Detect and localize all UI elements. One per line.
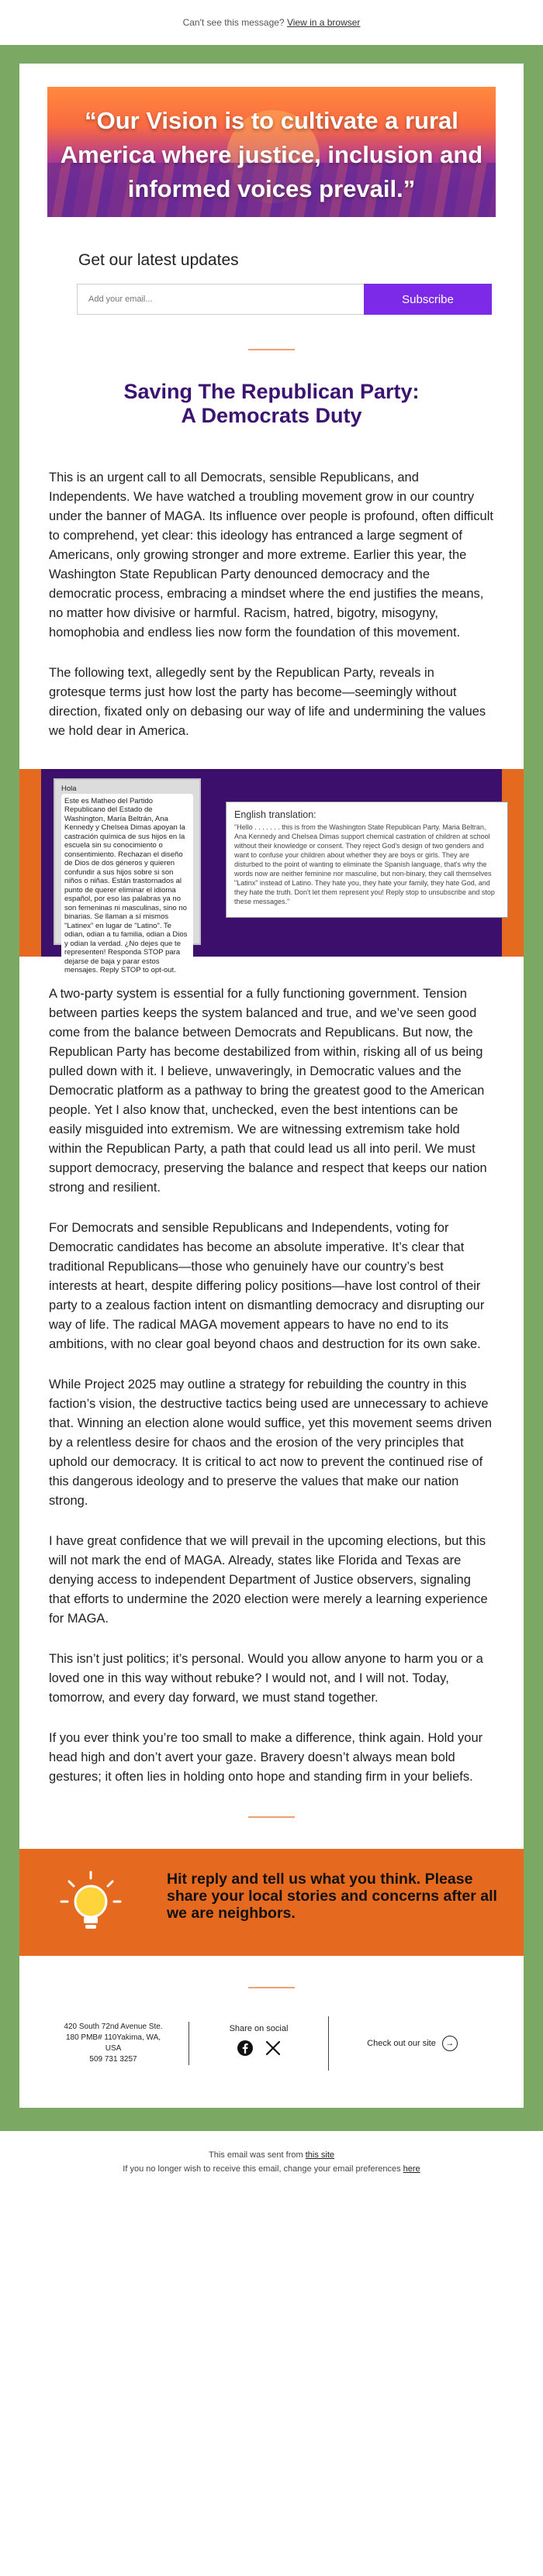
preferences-link[interactable]: here <box>403 2164 420 2174</box>
article-body <box>47 468 496 741</box>
divider <box>248 1987 295 1988</box>
reply-cta-banner <box>19 1849 524 1956</box>
paragraph: If you ever think you’re too small to make a difference, think again. Hold your head high and don’t avert your gaze. Bravery doesn’t always mean bold gestures; it often lies in holding onto hope and standing firm in your beliefs. <box>49 1731 483 1784</box>
address-line: 420 South 72nd Avenue Ste. <box>64 2023 163 2031</box>
email-frame <box>0 45 543 2131</box>
preheader-text: Can't see this message? <box>182 17 285 28</box>
hero-quote: “Our Vision is to cultivate a rural America where justice, inclusion and informed voices prevail.” <box>60 107 483 202</box>
view-in-browser-link[interactable]: View in a browser <box>286 17 361 28</box>
facebook-icon[interactable] <box>237 2040 254 2057</box>
text-message-evidence <box>19 769 524 974</box>
subscribe-form <box>77 284 496 315</box>
site-label: Check out our site <box>367 2039 436 2048</box>
paragraph: This isn’t just politics; it’s personal. Would you allow anyone to harm you or a loved one in this way without rebuke? I would not, and I will not. Today, tomorrow, and every day forward, we must stand together. <box>49 1652 483 1705</box>
paragraph: This is an urgent call to all Democrats, sensible Republicans, and Independents. We have watched a troubling movement grow in our country under the banner of MAGA. Its influence over people is profound, often difficult to comprehend, yet clear: this ideology has entranced a large segment of Americans, only growing stronger and more extreme. Earlier this year, the Washington State Republican Party denounced democracy and the democratic process, embracing a mindset where the end justifies the means, no matter how divisive or harmful. Racism, hatred, bigotry, misogyny, homophobia and endless lies now form the foundation of this movement. <box>49 471 493 640</box>
headline-line-1: Saving The Republican Party: <box>123 380 420 403</box>
preheader <box>0 0 543 45</box>
phone-screenshot <box>54 778 201 974</box>
paragraph: A two-party system is essential for a fully functioning government. Tension between parties keeps the system balanced and true, and we’ve seen good come from the balance between Democrats and Republicans. But now, the Republican Party has become destabilized from within, risking all of us being pulled down with it. I believe, unwaveringly, in Democratic values and the Democratic platform as a pathway to bring the greatest good to the American people. Yet I also know that, unchecked, even the best intentions can be easily misguided into extremism. We are witnessing extremism take hold within the Republican Party, a path that could lead us all into peril. We must support democracy, preserving the balance and respect that keeps our nation strong and resilient. <box>49 987 487 1195</box>
evidence-panel <box>41 769 502 974</box>
translation-box <box>226 802 508 918</box>
preferences-text: If you no longer wish to receive this email, change your email preferences <box>123 2164 403 2174</box>
article-headline <box>47 380 496 428</box>
footer-address <box>47 2022 189 2065</box>
this-site-link[interactable]: this site <box>305 2150 334 2160</box>
divider <box>248 349 295 350</box>
phone-message-header: Hola <box>61 785 77 793</box>
paragraph: I have great confidence that we will prevail in the upcoming elections, but this will not mark the end of MAGA. Already, states like Florida and Texas are denying access to independent Department of Justice observers, signaling that efforts to undermine the 2020 election were merely a learning experience for MAGA. <box>49 1534 488 1626</box>
hero-banner <box>47 87 496 217</box>
paragraph: While Project 2025 may outline a strategy for rebuilding the country in this faction’s vision, the destructive tactics being used are unnecessary to achieve that. Winning an election alone would suffice, yet this movement seems driven by a relentless desire for chaos and the erosion of the very principles that uphold our democracy. It is critical to act now to prevent the continued rise of this dangerous ideology and to preserve the values that make our nation strong. <box>49 1378 493 1508</box>
translation-text: "Hello . . . . . . . this is from the Washington State Republican Party. Maria Beltran, Ana Kennedy and Chelsea Dimas support chemical castration of children at school without their knowledge or consent. They reject God's design of two genders and want to confuse your children about whether they are boys or girls. They are disturbed to the point of wanting to eliminate the Spanish language, that's why the words now are neither feminine nor masculine, but non-binary, they call themselves "Latinx" instead of Latino. They hate you, they hate your family, they hate God, and they hate the truth. Don't let them represent you! Reply stop to unsubscribe and stop these messages." <box>234 823 495 905</box>
sent-from-text: This email was sent from <box>209 2150 306 2160</box>
site-link[interactable] <box>329 2036 496 2051</box>
divider <box>248 1816 295 1818</box>
social-icons <box>189 2040 328 2057</box>
address-line: 180 PMB# 110Yakima, WA, <box>65 2033 161 2042</box>
translation-title: English translation: <box>234 809 316 820</box>
address-line: USA <box>105 2044 122 2053</box>
x-twitter-icon[interactable] <box>265 2040 282 2057</box>
email-input[interactable] <box>77 284 364 315</box>
lightbulb-icon <box>58 1869 123 1934</box>
footer <box>47 2010 496 2077</box>
footer-social <box>189 2016 329 2071</box>
email-card <box>19 64 524 2108</box>
cta-text: Hit reply and tell us what you think. Please share your local stories and concerns after all we are neighbors. <box>167 1871 497 1922</box>
subscribe-button[interactable]: Subscribe <box>364 284 492 315</box>
paragraph: For Democrats and sensible Republicans and Independents, voting for Democratic candidates has become an absolute imperative. It’s clear that traditional Republicans—those who genuinely have our country’s best interests at heart, despite differing policy positions—have lost control of their party to a zealous faction intent on dismantling democracy and disrupting our way of life. The radical MAGA movement appears to have no end to its ambitions, with no clear goal beyond chaos and destruction for its own sake. <box>49 1221 485 1351</box>
phone-message-text: Este es Matheo del Partido Republicano del Estado de Washington, María Beltrán, Ana Kennedy y Chelsea Dimas apoyan la castración química de sus hijos en la escuela sin su conocimiento o consentimiento. Rechazan el diseño de Dios de dos géneros y quieren confundir a sus hijos sobre si son niños o niñas. Están trastornados al punto de querer eliminar el idioma español, por eso las palabras ya no son femeninas ni masculinas, sino no binarias. Se llaman a sí mismos "Latinex" en lugar de "Latino". Te odian, odian a tu familia, odian a Dios y odian la verdad. ¿No dejes que te representen! Responda STOP para dejarse de baja y parar estos mensajes. Reply STOP to opt-out. <box>61 794 193 978</box>
article-body-continued <box>47 985 496 1787</box>
paragraph: The following text, allegedly sent by the Republican Party, reveals in grotesque terms just how lost the party has become—seemingly without direction, fixated only on debasing our way of life and undermining the values we hold dear in America. <box>49 666 486 738</box>
updates-title: Get our latest updates <box>78 251 239 269</box>
headline-line-2: A Democrats Duty <box>181 404 362 427</box>
arrow-right-icon: → <box>442 2036 458 2051</box>
bottom-notice <box>0 2131 543 2176</box>
social-label: Share on social <box>229 2024 289 2033</box>
phone-number: 509 731 3257 <box>89 2055 137 2064</box>
